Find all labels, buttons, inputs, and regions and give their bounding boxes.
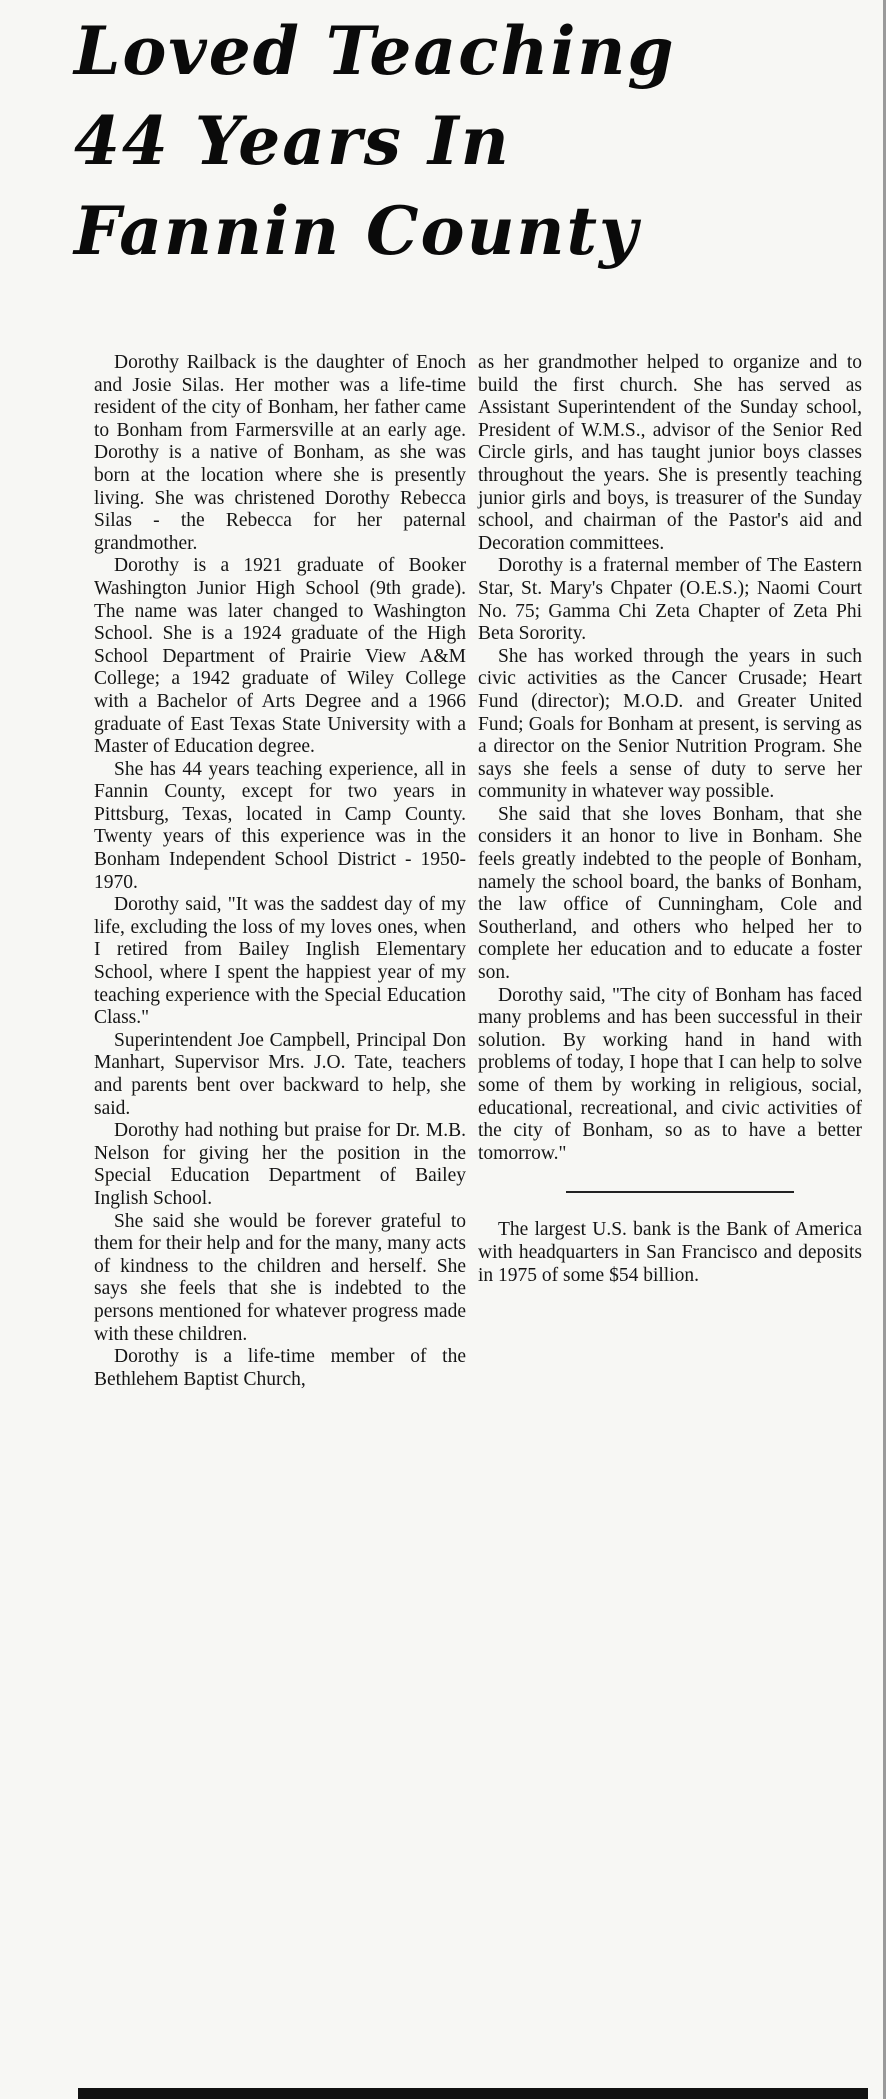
paragraph-continued: as her grandmother helped to organize and to build the first church. She has served as Assistant Superintendent of the Sunday school, President of W.M.S., advisor of the Senior Red Circle girls, and has taught junior boys classes throughout the years. She is presently teaching junior girls and boys, is treasurer of the Sunday school, and chairman of the Pastor's aid and Decoration committees. xyxy=(478,352,862,554)
section-divider xyxy=(566,1191,794,1193)
paragraph: Superintendent Joe Campbell, Principal Don Manhart, Supervisor Mrs. J.O. Tate, teachers and parents bent over backward to help, she said. xyxy=(94,1029,466,1119)
paragraph: Dorothy had nothing but praise for Dr. M.B. Nelson for giving her the position in the Special Education Department of Bailey Inglish School. xyxy=(94,1120,466,1209)
filler-item: The largest U.S. bank is the Bank of America with headquarters in San Francisco and deposits in 1975 of some $54 billion. xyxy=(478,1219,862,1286)
headline xyxy=(74,6,854,276)
paragraph: She said that she loves Bonham, that she considers it an honor to live in Bonham. She feels greatly indebted to the people of Bonham, namely the school board, the banks of Bonham, the law office of Cunningham, Cole and Southerland, and others who helped her to complete her education and to educate a foster son. xyxy=(478,803,862,984)
paragraph: She said she would be forever grateful to them for their help and for the many, many acts of kindness to the children and herself. She says she feels that she is indebted to the persons mentioned for whatever progress made with these children. xyxy=(94,1210,466,1345)
headline-line-2: 44 Years In xyxy=(74,102,511,180)
paragraph: Dorothy is a life-time member of the Bethlehem Baptist Church, xyxy=(94,1346,466,1390)
paragraph: Dorothy is a fraternal member of The Eastern Star, St. Mary's Chpater (O.E.S.); Naomi Court No. 75; Gamma Chi Zeta Chapter of Zeta Phi Beta Sorority. xyxy=(478,555,862,645)
bottom-rule xyxy=(78,2088,868,2099)
paragraph: She has worked through the years in such civic activities as the Cancer Crusade; Heart Fund (director); M.O.D. and Greater United Fund; Goals for Bonham at present, is serving as a director on the Senior Nutrition Program. She says she feels a sense of duty to serve her community in whatever way possible. xyxy=(478,645,862,803)
paragraph: Dorothy Railback is the daughter of Enoch and Josie Silas. Her mother was a life-time resident of the city of Bonham, her father came to Bonham from Farmersville at an early age. Dorothy is a native of Bonham, as she was born at the location where she is presently living. She was christened Dorothy Rebecca Silas - the Rebecca for her paternal grandmother. xyxy=(94,352,466,554)
headline-line-3: Fannin County xyxy=(74,192,640,270)
paragraph: Dorothy is a 1921 graduate of Booker Washington Junior High School (9th grade). The name was later changed to Washington School. She is a 1924 graduate of the High School Department of Prairie View A&M College; a 1942 graduate of Wiley College with a Bachelor of Arts Degree and a 1966 graduate of East Texas State University with a Master of Education degree. xyxy=(94,555,466,758)
article-column-right xyxy=(478,352,862,1287)
headline-line-1: Loved Teaching xyxy=(74,12,676,90)
paragraph: Dorothy said, "The city of Bonham has faced many problems and has been successful in their solution. By working hand in hand with problems of today, I hope that I can help to solve some of them by working in religious, social, educational, recreational, and civic activities of the city of Bonham, so as to have a better tomorrow." xyxy=(478,984,862,1164)
paragraph: She has 44 years teaching experience, all in Fannin County, except for two years in Pittsburg, Texas, located in Camp County. Twenty years of this experience was in the Bonham Independent School District - 1950-1970. xyxy=(94,758,466,893)
article-column-left xyxy=(94,352,466,1391)
paragraph: Dorothy said, "It was the saddest day of my life, excluding the loss of my loves ones, when I retired from Bailey Inglish Elementary School, where I spent the happiest year of my teaching experience with the Special Education Class." xyxy=(94,894,466,1029)
